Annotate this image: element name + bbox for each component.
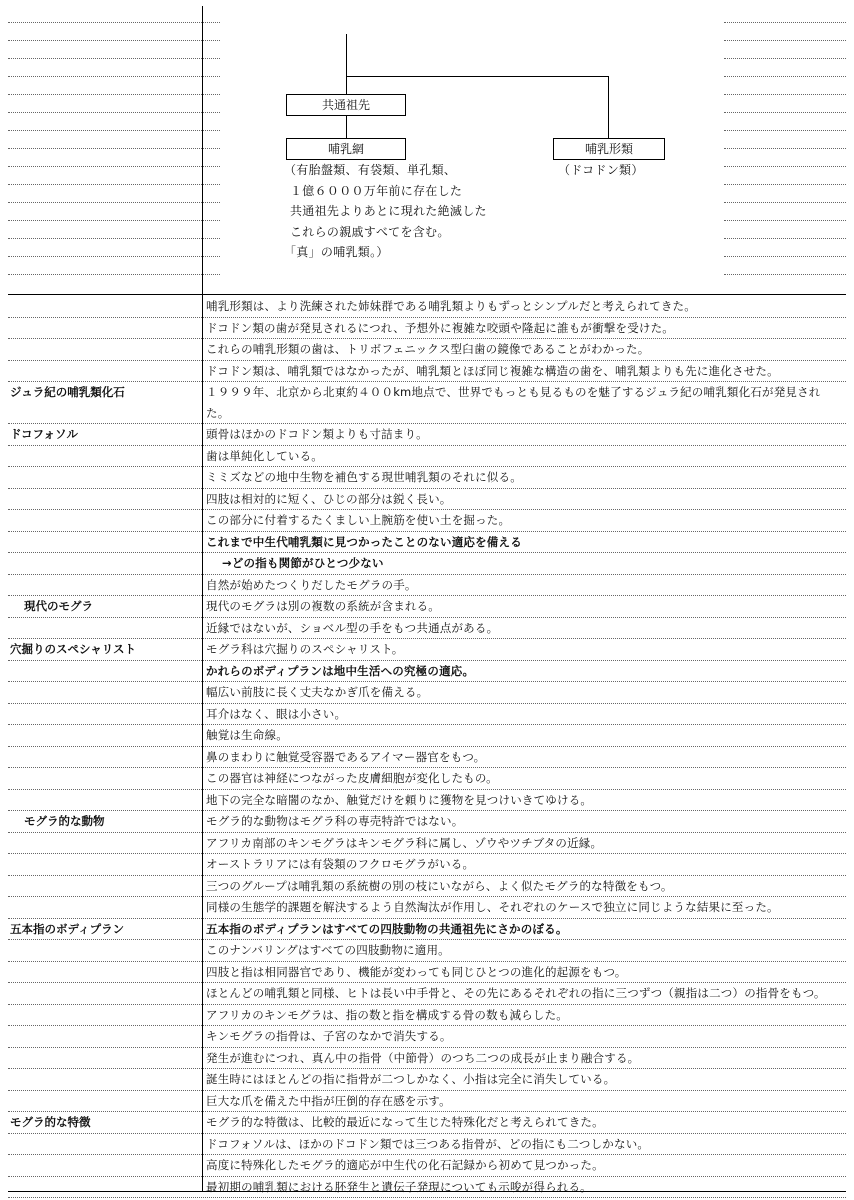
row-content: これまで中生代哺乳類に見つかったことのない適応を備える xyxy=(206,534,522,549)
table-row xyxy=(8,725,846,747)
table-row xyxy=(8,1091,846,1113)
table-row xyxy=(8,919,846,941)
table-row xyxy=(8,532,846,554)
mammalia-desc-line: 共通祖先よりあとに現れた絶滅した xyxy=(290,204,487,218)
row-content: 近縁ではないが、ショベル型の手をもつ共通点がある。 xyxy=(206,620,499,635)
right-ruled-line xyxy=(724,166,846,167)
table-row xyxy=(8,361,846,383)
row-content: 触覚は生命線。 xyxy=(206,728,288,742)
table-row xyxy=(8,510,846,532)
row-label xyxy=(8,661,202,682)
notes-table xyxy=(8,296,846,1198)
row-label xyxy=(8,1155,202,1176)
row-label xyxy=(8,1026,202,1047)
row-content: キンモグラの指骨は、子宮のなかで消失する。 xyxy=(206,1029,452,1043)
row-label xyxy=(8,489,202,510)
row-label: モグラ的な動物 xyxy=(24,814,105,828)
table-row xyxy=(8,790,846,812)
row-content: 哺乳形類は、より洗練された姉妹群である哺乳類よりもずっとシンプルだと考えられてきた。 xyxy=(206,299,696,313)
right-ruled-line xyxy=(724,94,846,95)
row-label xyxy=(8,1069,202,1090)
row-label: 五本指のボディプラン xyxy=(10,921,125,936)
row-content: 地下の完全な暗闇のなか、触覚だけを頼りに獲物を見つけいきてゆける。 xyxy=(206,792,593,807)
left-ruled-line xyxy=(8,76,220,77)
row-label xyxy=(8,318,202,339)
mammalia-desc-line: これらの親戚すべてを含む。 xyxy=(290,224,450,239)
right-ruled-line xyxy=(724,202,846,203)
row-content: 五本指のボディプランはすべての四肢動物の共通祖先にさかのぼる。 xyxy=(206,921,568,936)
mammaliaform-desc: （ドコドン類） xyxy=(558,163,644,177)
right-ruled-line xyxy=(724,184,846,185)
row-content: 四肢は相対的に短く、ひじの部分は鋭く長い。 xyxy=(206,491,452,506)
mammalia-desc-line: １億６０００万年前に存在した xyxy=(290,183,463,198)
row-label xyxy=(8,467,202,488)
row-content: このナンバリングはすべての四肢動物に適用。 xyxy=(206,943,450,957)
table-row xyxy=(8,983,846,1005)
left-ruled-line xyxy=(8,238,220,239)
table-row xyxy=(8,553,846,575)
left-ruled-line xyxy=(8,112,220,113)
table-row xyxy=(8,940,846,962)
mammalia-desc xyxy=(284,160,487,263)
row-content: 現代のモグラは別の複数の系統が含まれる。 xyxy=(206,599,440,613)
right-ruled-line xyxy=(724,220,846,221)
row-content: ドコフォソルは、ほかのドコドン類では三つある指骨が、どの指にも二つしかない。 xyxy=(206,1136,650,1151)
phylogeny-diagram xyxy=(210,6,730,286)
row-label xyxy=(8,962,202,983)
mammaliaform-label: 哺乳形類 xyxy=(584,142,633,156)
right-ruled-line xyxy=(724,58,846,59)
table-row xyxy=(8,618,846,640)
row-content: オーストラリアには有袋類のフクロモグラがいる。 xyxy=(206,857,475,871)
left-ruled-line xyxy=(8,130,220,131)
table-row xyxy=(8,1134,846,1156)
table-row xyxy=(8,1155,846,1177)
row-label: 穴掘りのスペシャリスト xyxy=(10,642,137,656)
row-label xyxy=(8,768,202,789)
left-ruled-line xyxy=(8,184,220,185)
notes-page xyxy=(8,0,846,1192)
row-content: 四肢と指は相同器官であり、機能が変わっても同じひとつの進化的起源をもつ。 xyxy=(206,964,627,979)
left-ruled-line xyxy=(8,256,220,257)
mammalia-desc-line: （有胎盤類、有袋類、単孔類、 xyxy=(284,163,457,177)
right-ruled-line xyxy=(724,112,846,113)
row-label xyxy=(8,1134,202,1155)
row-content: 巨大な爪を備えた中指が圧倒的存在感を示す。 xyxy=(206,1093,451,1108)
row-content: 高度に特殊化したモグラ的適応が中生代の化石記録から初めて見つかった。 xyxy=(206,1158,604,1172)
table-row xyxy=(8,467,846,489)
left-ruled-line xyxy=(8,148,220,149)
table-row xyxy=(8,661,846,683)
bottom-border xyxy=(8,1191,846,1192)
row-label xyxy=(8,1177,202,1198)
row-label xyxy=(8,704,202,725)
row-content: アフリカ南部のキンモグラはキンモグラ科に属し、ゾウやツチブタの近縁。 xyxy=(206,835,603,850)
row-label: ドコフォソル xyxy=(10,427,78,441)
mammalia-desc-line: 「真」の哺乳類。） xyxy=(284,245,389,259)
row-label xyxy=(8,618,202,639)
row-label xyxy=(8,725,202,746)
row-content: 歯は単純化している。 xyxy=(206,448,323,463)
left-ruled-line xyxy=(8,58,220,59)
right-ruled-line xyxy=(724,130,846,131)
ancestor-label: 共通祖先 xyxy=(321,98,370,112)
row-label xyxy=(8,833,202,854)
right-ruled-line xyxy=(724,238,846,239)
row-label xyxy=(8,575,202,596)
row-label xyxy=(8,940,202,961)
row-content: １９９９年、北京から北東約４００km地点で、世界でもっとも見るものを魅了するジュラ紀の哺乳類化石が発見された。 xyxy=(206,385,821,420)
table-row xyxy=(8,596,846,618)
left-ruled-line xyxy=(8,94,220,95)
right-ruled-line xyxy=(724,76,846,77)
right-ruled-line xyxy=(724,256,846,257)
mammaliaform-box xyxy=(553,138,665,160)
table-row xyxy=(8,833,846,855)
row-content: モグラ科は穴掘りのスペシャリスト。 xyxy=(206,642,404,656)
row-content: 同様の生態学的課題を解決するよう自然淘汰が作用し、それぞれのケースで独立に同じような結果に至った。 xyxy=(206,900,779,914)
row-label xyxy=(8,1048,202,1069)
table-row xyxy=(8,768,846,790)
row-content: ドコドン類の歯が発見されるにつれ、予想外に複雑な咬頭や隆起に誰もが衝撃を受けた。 xyxy=(206,320,674,335)
row-label xyxy=(8,446,202,467)
row-label xyxy=(8,296,202,317)
row-content: 誕生時にはほとんどの指に指骨が二つしかなく、小指は完全に消失している。 xyxy=(206,1072,616,1086)
mammalia-box xyxy=(286,138,406,160)
row-content: 頭骨はほかのドコドン類よりも寸詰まり。 xyxy=(206,427,428,441)
table-row xyxy=(8,575,846,597)
row-content: →どの指も関節がひとつ少ない xyxy=(222,556,384,570)
table-row xyxy=(8,639,846,661)
table-row xyxy=(8,296,846,318)
root-stem xyxy=(346,34,347,76)
left-ruled-line xyxy=(8,202,220,203)
row-content: 耳介はなく、眼は小さい。 xyxy=(206,706,347,721)
section-separator xyxy=(8,294,846,295)
right-ruled-line xyxy=(724,22,846,23)
table-row xyxy=(8,811,846,833)
row-label xyxy=(8,532,202,553)
table-row xyxy=(8,339,846,361)
row-label xyxy=(8,790,202,811)
row-content: かれらのボディプランは地中生活への究極の適応。 xyxy=(206,663,475,678)
table-row xyxy=(8,747,846,769)
table-row xyxy=(8,1048,846,1070)
row-content: これらの哺乳形類の歯は、トリボフェニックス型臼歯の鏡像であることがわかった。 xyxy=(206,342,650,356)
row-label xyxy=(8,510,202,531)
left-ruled-line xyxy=(8,274,220,275)
row-label xyxy=(8,553,202,574)
left-ruled-line xyxy=(8,220,220,221)
table-row xyxy=(8,1005,846,1027)
row-label xyxy=(8,747,202,768)
table-row xyxy=(8,682,846,704)
row-label xyxy=(8,897,202,918)
row-label: 現代のモグラ xyxy=(24,599,93,613)
table-row xyxy=(8,424,846,446)
table-row xyxy=(8,446,846,468)
row-content: 幅広い前肢に長く丈夫なかぎ爪を備える。 xyxy=(206,685,429,699)
row-content: アフリカのキンモグラは、指の数と指を構成する骨の数も減らした。 xyxy=(206,1007,569,1022)
table-row xyxy=(8,318,846,340)
table-row xyxy=(8,1026,846,1048)
row-label xyxy=(8,1005,202,1026)
row-label xyxy=(8,682,202,703)
left-ruled-line xyxy=(8,40,220,41)
row-content: 最初期の哺乳類における胚発生と遺伝子発現についても示唆が得られる。 xyxy=(206,1179,592,1194)
row-content: 発生が進むにつれ、真ん中の指骨（中節骨）のつち二つの成長が止まり融合する。 xyxy=(206,1050,640,1065)
ancestor-stem xyxy=(346,76,347,94)
row-label xyxy=(8,876,202,897)
table-row xyxy=(8,704,846,726)
mammalia-label: 哺乳網 xyxy=(327,142,364,156)
right-branch-drop xyxy=(608,76,609,138)
row-content: 三つのグループは哺乳類の系統樹の別の枝にいながら、よく似たモグラ的な特徴をもつ。 xyxy=(206,878,673,893)
table-row xyxy=(8,897,846,919)
table-row xyxy=(8,962,846,984)
table-row xyxy=(8,382,846,424)
left-ruled-line xyxy=(8,22,220,23)
top-branch xyxy=(346,76,608,77)
right-ruled-line xyxy=(724,40,846,41)
row-content: この器官は神経につながった皮膚細胞が変化したもの。 xyxy=(206,771,498,785)
right-ruled-line xyxy=(724,148,846,149)
table-row xyxy=(8,1069,846,1091)
table-row xyxy=(8,1112,846,1134)
row-content: モグラ的な特徴は、比較的最近になって生じた特殊化だと考えられてきた。 xyxy=(206,1115,604,1129)
row-content: モグラ的な動物はモグラ科の専売特許ではない。 xyxy=(206,814,464,828)
row-content: ほとんどの哺乳類と同様、ヒトは長い中手骨と、その先にあるそれぞれの指に三つずつ（親指は二つ）の指骨をもつ。 xyxy=(206,986,826,1000)
table-row xyxy=(8,854,846,876)
row-content: この部分に付着するたくましい上腕筋を使い土を掘った。 xyxy=(206,513,511,527)
row-content: 自然が始めたつくりだしたモグラの手。 xyxy=(206,577,417,592)
row-label xyxy=(8,361,202,382)
row-content: ミミズなどの地中生物を補色する現世哺乳類のそれに似る。 xyxy=(206,470,522,484)
right-ruled-line xyxy=(724,274,846,275)
mammalia-stem xyxy=(346,116,347,138)
row-label xyxy=(8,339,202,360)
table-row xyxy=(8,876,846,898)
row-content: 鼻のまわりに触覚受容器であるアイマー器官をもつ。 xyxy=(206,749,486,764)
row-label: モグラ的な特徴 xyxy=(10,1115,91,1129)
left-ruled-line xyxy=(8,166,220,167)
table-row xyxy=(8,1177,846,1199)
row-label xyxy=(8,1091,202,1112)
ancestor-box xyxy=(286,94,406,116)
row-label xyxy=(8,854,202,875)
row-label xyxy=(8,983,202,1004)
row-label: ジュラ紀の哺乳類化石 xyxy=(10,385,125,399)
row-content: ドコドン類は、哺乳類ではなかったが、哺乳類とほぼ同じ複雑な構造の歯を、哺乳類よりも先に進化させた。 xyxy=(206,363,779,378)
table-row xyxy=(8,489,846,511)
